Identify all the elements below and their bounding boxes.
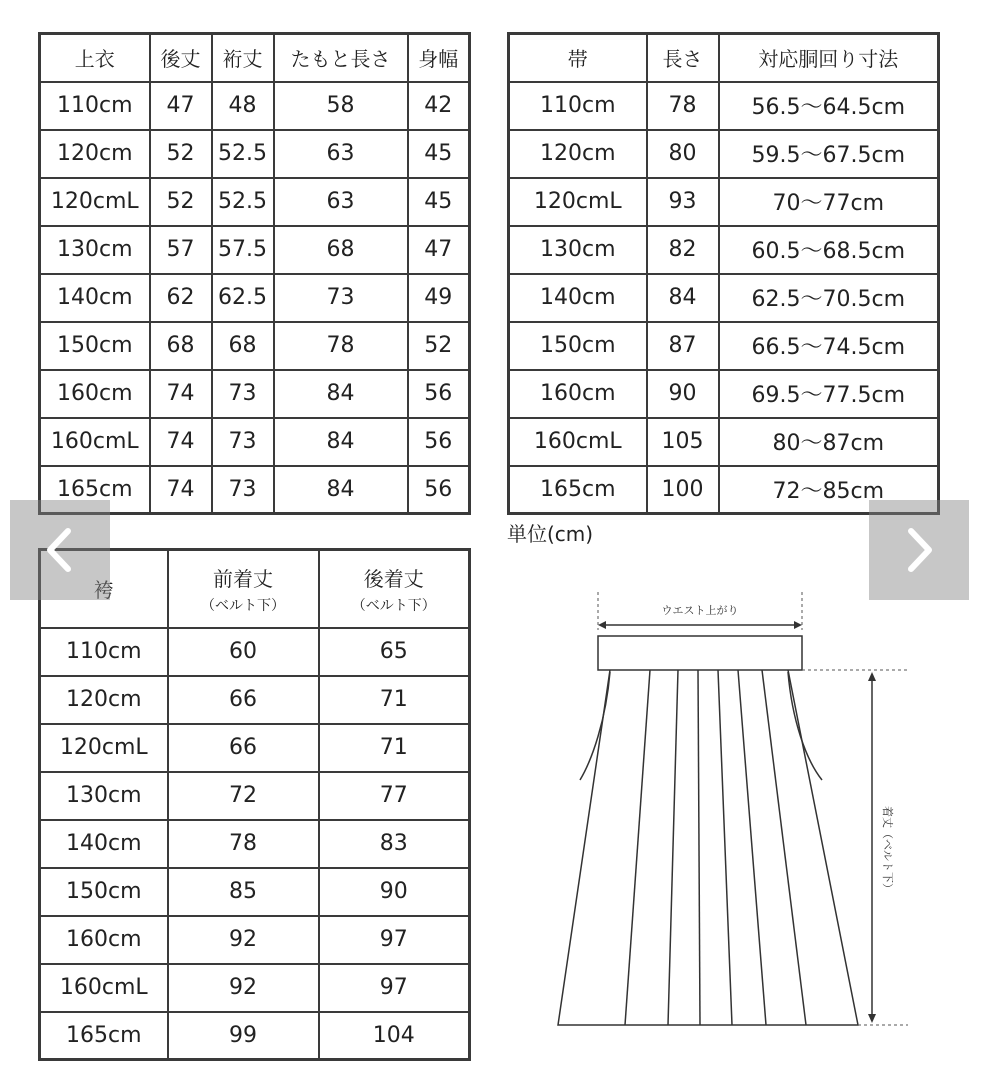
jacket-cell: 110cm — [40, 82, 150, 130]
belt-cell: 87 — [647, 322, 719, 370]
hakama-cell: 150cm — [40, 868, 168, 916]
jacket-cell: 74 — [150, 370, 212, 418]
next-image-button[interactable] — [869, 500, 969, 600]
belt-header-row — [509, 34, 939, 82]
table-row — [40, 370, 470, 418]
previous-image-button[interactable] — [10, 500, 110, 600]
table-row — [40, 130, 470, 178]
belt-cell: 105 — [647, 418, 719, 466]
table-row — [40, 916, 470, 964]
table-row — [40, 178, 470, 226]
jacket-cell: 120cmL — [40, 178, 150, 226]
hakama-diagram — [540, 580, 920, 1050]
table-row — [40, 322, 470, 370]
jacket-cell: 56 — [408, 370, 470, 418]
hakama-cell: 90 — [319, 868, 470, 916]
belt-cell: 140cm — [509, 274, 647, 322]
jacket-cell: 120cm — [40, 130, 150, 178]
belt-cell: 120cm — [509, 130, 647, 178]
jacket-cell: 68 — [274, 226, 408, 274]
jacket-cell: 73 — [212, 418, 274, 466]
table-row — [509, 226, 939, 274]
jacket-cell: 57.5 — [212, 226, 274, 274]
jacket-cell: 68 — [150, 322, 212, 370]
jacket-cell: 160cm — [40, 370, 150, 418]
hakama-cell: 97 — [319, 916, 470, 964]
table-row — [509, 82, 939, 130]
belt-cell: 90 — [647, 370, 719, 418]
belt-cell: 56.5〜64.5cm — [719, 82, 939, 130]
table-row — [509, 178, 939, 226]
jacket-cell: 62.5 — [212, 274, 274, 322]
header-title: 袴 — [93, 578, 114, 603]
jacket-cell: 52.5 — [212, 178, 274, 226]
table-row — [509, 370, 939, 418]
jacket-header-cell: 裄丈 — [212, 34, 274, 82]
belt-cell: 93 — [647, 178, 719, 226]
hakama-cell: 92 — [168, 916, 319, 964]
hakama-cell: 92 — [168, 964, 319, 1012]
jacket-header-cell: 上衣 — [40, 34, 150, 82]
jacket-cell: 56 — [408, 418, 470, 466]
header-title: 後着丈 — [363, 566, 424, 591]
table-row — [40, 274, 470, 322]
belt-size-table — [507, 32, 940, 515]
jacket-cell: 52 — [408, 322, 470, 370]
table-row — [40, 628, 470, 676]
belt-cell: 69.5〜77.5cm — [719, 370, 939, 418]
belt-cell: 100 — [647, 466, 719, 514]
hakama-header-cell — [319, 550, 470, 628]
table-row — [40, 418, 470, 466]
jacket-cell: 84 — [274, 466, 408, 514]
jacket-cell: 130cm — [40, 226, 150, 274]
jacket-cell: 73 — [212, 370, 274, 418]
belt-header-cell: 帯 — [509, 34, 647, 82]
hakama-cell: 77 — [319, 772, 470, 820]
jacket-cell: 84 — [274, 418, 408, 466]
belt-header-cell: 長さ — [647, 34, 719, 82]
header-title: 前着丈 — [213, 566, 273, 591]
jacket-cell: 56 — [408, 466, 470, 514]
table-row — [509, 130, 939, 178]
belt-cell: 62.5〜70.5cm — [719, 274, 939, 322]
table-row — [40, 772, 470, 820]
jacket-header-cell: 身幅 — [408, 34, 470, 82]
jacket-cell: 47 — [150, 82, 212, 130]
chevron-right-icon — [899, 525, 939, 575]
jacket-cell: 52 — [150, 130, 212, 178]
hakama-cell: 110cm — [40, 628, 168, 676]
hakama-cell: 120cmL — [40, 724, 168, 772]
jacket-cell: 52 — [150, 178, 212, 226]
hakama-cell: 83 — [319, 820, 470, 868]
table-row — [40, 676, 470, 724]
jacket-cell: 140cm — [40, 274, 150, 322]
jacket-cell: 74 — [150, 418, 212, 466]
belt-cell: 150cm — [509, 322, 647, 370]
jacket-header-cell: 後丈 — [150, 34, 212, 82]
header-subtitle: （ベルト下） — [201, 597, 285, 614]
jacket-cell: 160cmL — [40, 418, 150, 466]
jacket-cell: 63 — [274, 130, 408, 178]
jacket-cell: 62 — [150, 274, 212, 322]
jacket-cell: 73 — [274, 274, 408, 322]
hakama-cell: 71 — [319, 724, 470, 772]
belt-cell: 120cmL — [509, 178, 647, 226]
jacket-cell: 57 — [150, 226, 212, 274]
table-row — [40, 868, 470, 916]
belt-cell: 84 — [647, 274, 719, 322]
belt-cell: 160cm — [509, 370, 647, 418]
belt-cell: 72〜85cm — [719, 466, 939, 514]
jacket-cell: 45 — [408, 130, 470, 178]
belt-header-cell: 対応胴回り寸法 — [719, 34, 939, 82]
hakama-cell: 104 — [319, 1012, 470, 1060]
hakama-header-cell — [168, 550, 319, 628]
length-label: 着丈（ベルト下） — [881, 806, 894, 894]
table-row — [40, 226, 470, 274]
jacket-size-table — [38, 32, 471, 515]
table-row — [509, 322, 939, 370]
jacket-cell: 165cm — [40, 466, 150, 514]
hakama-cell: 66 — [168, 724, 319, 772]
jacket-cell: 45 — [408, 178, 470, 226]
hakama-cell: 72 — [168, 772, 319, 820]
hakama-cell: 99 — [168, 1012, 319, 1060]
jacket-header-row — [40, 34, 470, 82]
hakama-cell: 130cm — [40, 772, 168, 820]
waist-label: ウエスト上がり — [661, 604, 739, 617]
hakama-cell: 97 — [319, 964, 470, 1012]
jacket-cell: 73 — [212, 466, 274, 514]
hakama-cell: 78 — [168, 820, 319, 868]
belt-cell: 66.5〜74.5cm — [719, 322, 939, 370]
belt-cell: 78 — [647, 82, 719, 130]
belt-cell: 60.5〜68.5cm — [719, 226, 939, 274]
table-row — [40, 964, 470, 1012]
jacket-cell: 42 — [408, 82, 470, 130]
belt-cell: 70〜77cm — [719, 178, 939, 226]
hakama-size-table — [38, 548, 471, 1061]
belt-cell: 165cm — [509, 466, 647, 514]
belt-cell: 80 — [647, 130, 719, 178]
hakama-cell: 160cm — [40, 916, 168, 964]
belt-cell: 130cm — [509, 226, 647, 274]
hakama-cell: 66 — [168, 676, 319, 724]
hakama-cell: 71 — [319, 676, 470, 724]
belt-cell: 82 — [647, 226, 719, 274]
belt-cell: 59.5〜67.5cm — [719, 130, 939, 178]
hakama-cell: 160cmL — [40, 964, 168, 1012]
table-row — [509, 418, 939, 466]
jacket-cell: 150cm — [40, 322, 150, 370]
jacket-cell: 52.5 — [212, 130, 274, 178]
hakama-cell: 65 — [319, 628, 470, 676]
jacket-cell: 58 — [274, 82, 408, 130]
hakama-cell: 60 — [168, 628, 319, 676]
hakama-cell: 120cm — [40, 676, 168, 724]
jacket-cell: 68 — [212, 322, 274, 370]
jacket-header-cell: たもと長さ — [274, 34, 408, 82]
jacket-cell: 49 — [408, 274, 470, 322]
table-row — [40, 820, 470, 868]
table-row — [509, 274, 939, 322]
jacket-cell: 63 — [274, 178, 408, 226]
table-row — [40, 724, 470, 772]
chevron-left-icon — [40, 525, 80, 575]
table-row — [40, 82, 470, 130]
belt-cell: 80〜87cm — [719, 418, 939, 466]
hakama-cell: 85 — [168, 868, 319, 916]
jacket-cell: 48 — [212, 82, 274, 130]
header-subtitle: （ベルト下） — [351, 597, 436, 614]
unit-label: 単位(cm) — [507, 522, 594, 546]
jacket-cell: 47 — [408, 226, 470, 274]
belt-cell: 160cmL — [509, 418, 647, 466]
jacket-cell: 78 — [274, 322, 408, 370]
jacket-cell: 74 — [150, 466, 212, 514]
table-row — [40, 1012, 470, 1060]
hakama-cell: 165cm — [40, 1012, 168, 1060]
belt-cell: 110cm — [509, 82, 647, 130]
hakama-cell: 140cm — [40, 820, 168, 868]
jacket-cell: 84 — [274, 370, 408, 418]
